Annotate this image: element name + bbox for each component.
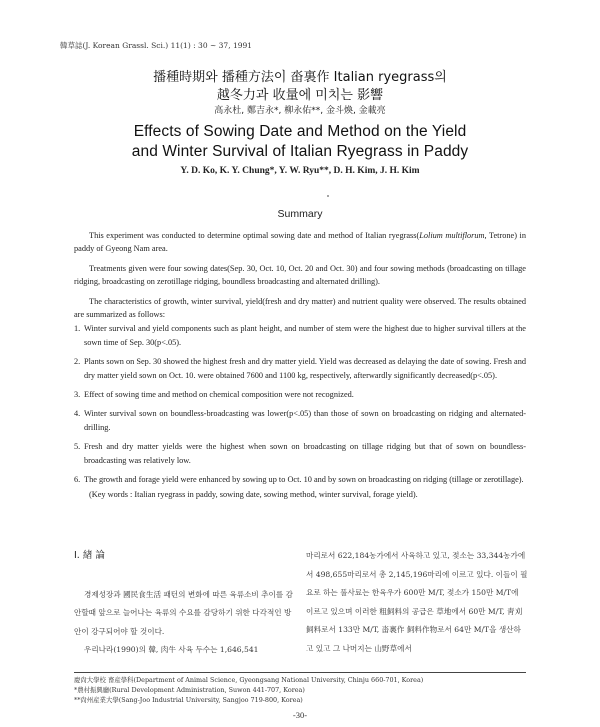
footnote-affiliation: 慶尙大學校 畜産學科(Department of Animal Science, Gyeongsang National University, Chinju 660-701, Korea)	[74, 676, 424, 684]
result-item: 1. Winter survival and yield components such as plant height, and number of stem were the highest due to higher survival tillers at the sown time of Sep. 30(p<.05).	[74, 324, 526, 347]
latin-name: Lolium multiflorum,	[419, 231, 487, 240]
result-item: 2. Plants sown on Sep. 30 showed the highest fresh and dry matter yield. Yield was decreased as delaying the date of sowing. Fresh and dry matter yield sown on Oct. 10. were obtained 7600 and 1100 kg, respectively, afterwardly significantly decreased(p<.05).	[74, 357, 526, 380]
korean-title-line2: 越冬力과 收量에 미치는 影響	[216, 88, 384, 103]
body-left-column	[74, 547, 294, 660]
section-heading-introduction: Ⅰ. 緖 論	[74, 550, 105, 561]
summary-heading: Summary	[277, 208, 323, 220]
summary-paragraph-1: This experiment was conducted to determine optimal sowing date and method of Italian ryegrass(Lolium multiflorum, Tetrone) in paddy of Gyeong Nam area.	[74, 231, 526, 254]
intro-paragraph-continued: 마리로서 622,184농가에서 사육하고 있고, 젖소는 33,344농가에서 498,655마리로서 총 2,145,196마리에 이르고 있다. 이들이 필요로 하는 풀사료는 한육우가 600만 M/T, 젖소가 150만 M/T에 이르고 있으며 이러한 粗飼料의 공급은 草地에서 60만 M/T, 靑刈飼料로서 133만 M/T, 畓裏作 飼料作物로서 64만 M/T을 생산하고 있고 그 나머지는 山野草에서	[306, 551, 528, 653]
results-list	[74, 322, 526, 486]
english-title-line2: and Winter Survival of Italian Ryegrass in Paddy	[131, 143, 469, 160]
result-item: 3. Effect of sowing time and method on chemical composition were not recognized.	[74, 390, 354, 400]
intro-paragraph-2: 우리나라(1990)의 韓, 肉牛 사육 두수는 1,646,541	[84, 645, 259, 654]
english-authors: Y. D. Ko, K. Y. Chung*, Y. W. Ryu**, D. H. Kim, J. H. Kim	[180, 166, 420, 176]
summary-paragraph-3: The characteristics of growth, winter survival, yield(fresh and dry matter) and nutrient quality were observed. The results obtained are summarized as follows:	[74, 296, 526, 320]
page-number: -30-	[292, 710, 308, 720]
english-title-line1: Effects of Sowing Date and Method on the Yield	[133, 123, 467, 140]
result-item: 4. Winter survival sown on boundless-broadcasting was lower(p<.05) than those of sown on broadcasting on ridging and alternated-drilling.	[74, 409, 526, 432]
body-right-column	[306, 547, 528, 658]
footnote-affiliation: *農村振興廳(Rural Development Administration, Suwon 441-707, Korea)	[74, 686, 305, 694]
korean-authors: 高永杜, 鄭吉永*, 柳永佑**, 金斗煥, 金載亮	[214, 106, 386, 116]
intro-paragraph-1: 경제성장과 國民食生活 패턴의 변화에 따른 육류소비 추이를 감안할때 앞으로 늘어나는 육류의 수요를 감당하기 위한 다각적인 방안이 강구되어야 할 것이다.	[74, 589, 293, 636]
affiliation-footnotes	[74, 675, 534, 705]
footnote-divider	[74, 672, 526, 673]
journal-citation: 韓草誌(J. Korean Grassl. Sci.) 11(1) : 30 ~ 37, 1991	[60, 41, 253, 50]
keywords: (Key words : Italian ryegrass in paddy, sowing date, sowing method, winter survival, forage yield).	[89, 489, 418, 499]
result-item: 6. The growth and forage yield were enhanced by sowing up to Oct. 10 and by sown on broadcasting on ridging (tillage or zerotillage).	[74, 475, 524, 485]
summary-abstract	[74, 229, 526, 501]
summary-paragraph-2: Treatments given were four sowing dates(Sep. 30, Oct. 10, Oct. 20 and Oct. 30) and four sowing methods (broadcasting on tillage ridging, broadcasting on zerotillage ridging, boundless broadcasting and alternated drilling).	[74, 263, 526, 287]
korean-title-line1: 播種時期와 播種方法이 畓裏作 Italian ryegrass의	[153, 70, 447, 85]
separator-dot	[327, 195, 329, 197]
footnote-affiliation: **尙州産業大學(Sang-Joo Industrial University, Sangjoo 719-800, Korea)	[74, 696, 303, 704]
result-item: 5. Fresh and dry matter yields were the highest when sown on broadcasting on tillage ridging but that of sown on boundless-broadcasting was relatively low.	[74, 442, 526, 465]
